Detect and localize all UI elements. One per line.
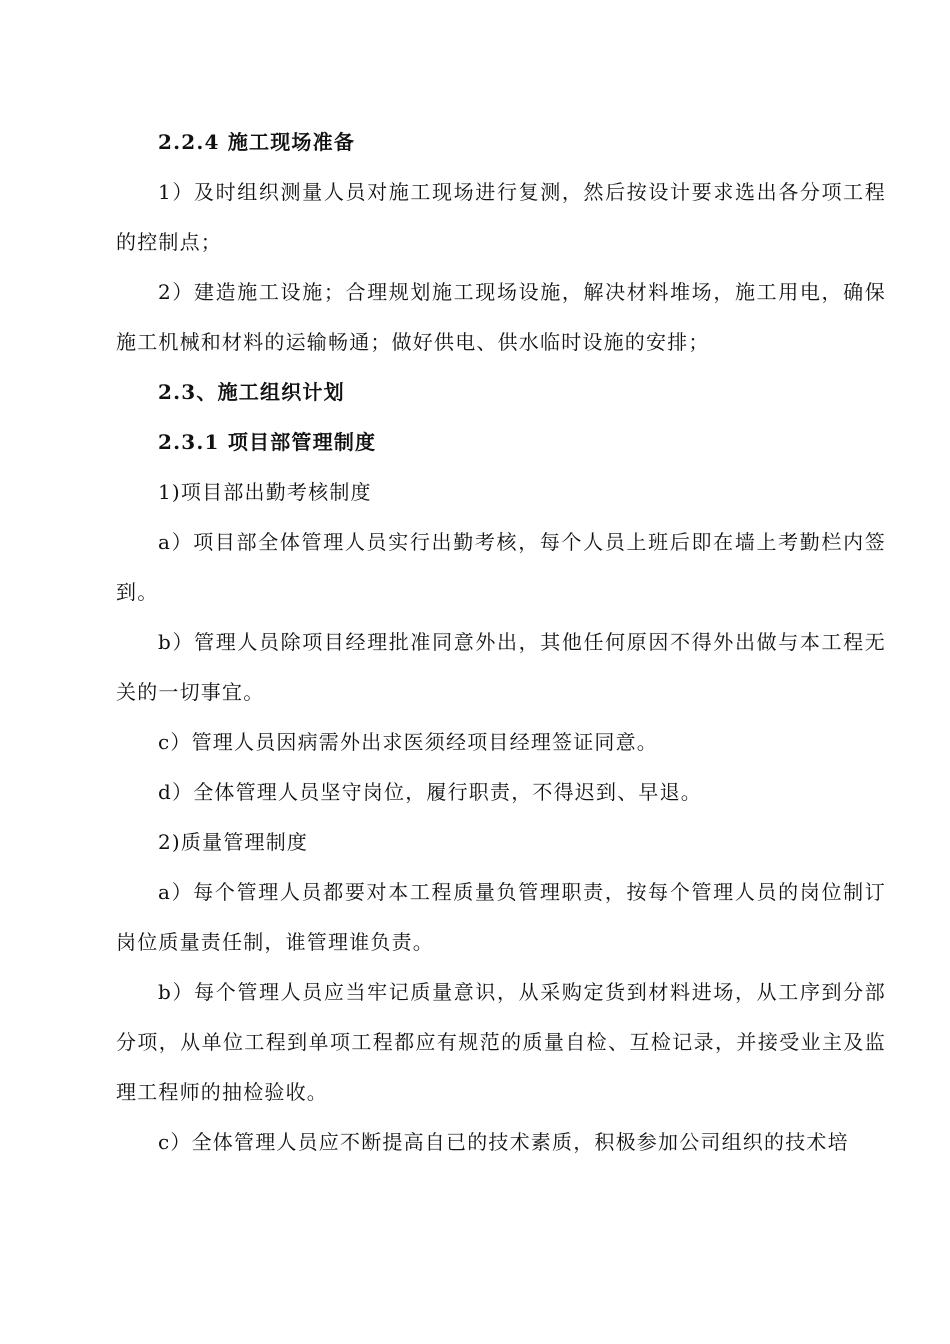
paragraph: c）管理人员因病需外出求医须经项目经理签证同意。 xyxy=(158,730,659,754)
subsection-title: 2)质量管理制度 xyxy=(158,830,309,854)
section-heading-2-3-1: 2.3.1 项目部管理制度 xyxy=(158,430,377,454)
paragraph: b）每个管理人员应当牢记质量意识，从采购定货到材料进场，从工序到分部分项，从单位工程到单项工程都应有规范的质量自检、互检记录，并接受业主及监理工程师的抽检验收。 xyxy=(116,980,886,1104)
paragraph: c）全体管理人员应不断提高自已的技术素质，积极参加公司组织的技术培 xyxy=(158,1130,849,1154)
paragraph: a）每个管理人员都要对本工程质量负管理职责，按每个管理人员的岗位制订岗位质量责任制，谁管理谁负责。 xyxy=(116,880,886,954)
section-heading-2-2-4: 2.2.4 施工现场准备 xyxy=(158,130,356,154)
paragraph: a）项目部全体管理人员实行出勤考核，每个人员上班后即在墙上考勤栏内签到。 xyxy=(116,530,886,604)
subsection-title: 1)项目部出勤考核制度 xyxy=(158,480,372,504)
paragraph: 1）及时组织测量人员对施工现场进行复测，然后按设计要求选出各分项工程的控制点； xyxy=(116,180,886,254)
paragraph: d）全体管理人员坚守岗位，履行职责，不得迟到、早退。 xyxy=(158,780,703,804)
document-body xyxy=(116,117,886,1167)
section-heading-2-3: 2.3、施工组织计划 xyxy=(158,380,345,404)
paragraph: 2）建造施工设施；合理规划施工现场设施，解决材料堆场，施工用电，确保施工机械和材料的运输畅通；做好供电、供水临时设施的安排； xyxy=(116,280,886,354)
paragraph: b）管理人员除项目经理批准同意外出，其他任何原因不得外出做与本工程无关的一切事宜。 xyxy=(116,630,886,704)
